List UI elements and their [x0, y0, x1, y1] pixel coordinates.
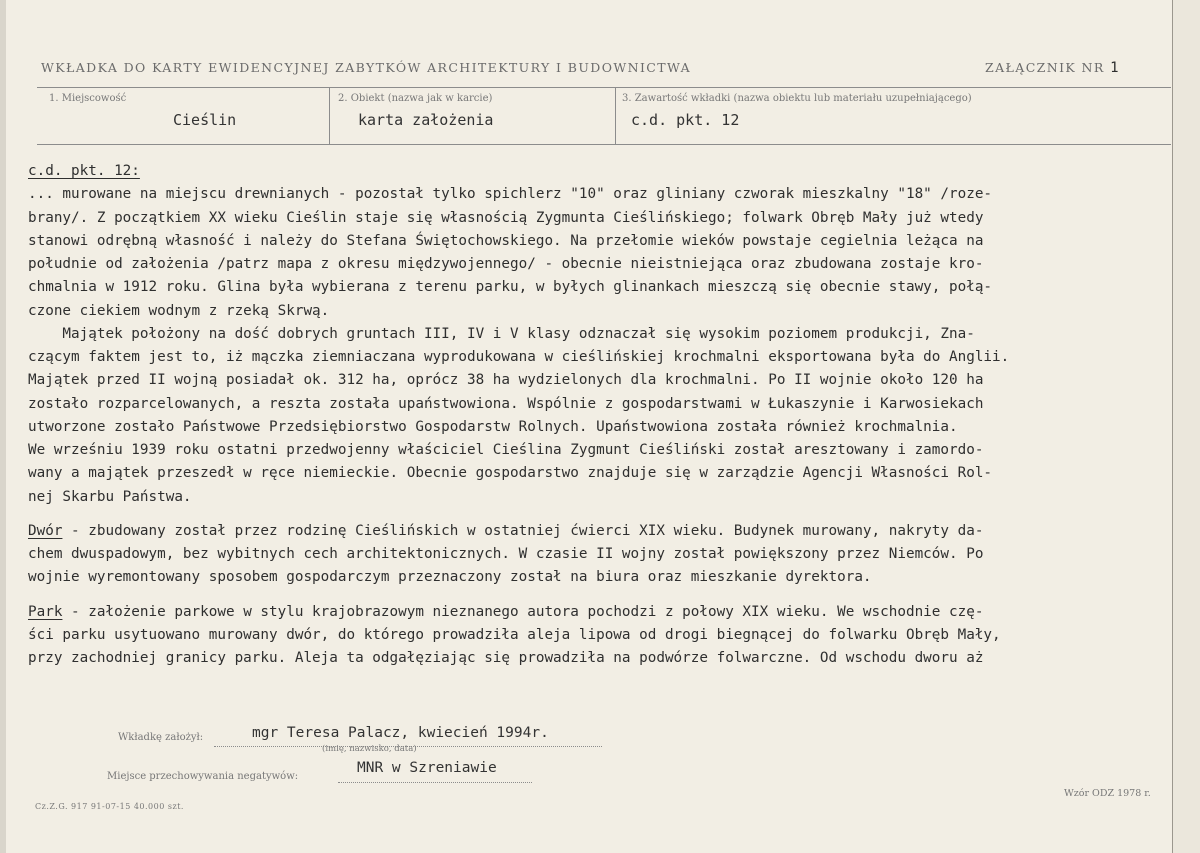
form-model: Wzór ODZ 1978 r.: [1064, 788, 1151, 799]
body-line: wany a majątek przeszedł w ręce niemieckie. Obecnie gospodarstwo znajduje się w zarządzie Agencji Własności Rol-: [28, 465, 993, 482]
body-line: stanowi odrębną własność i należy do Stefana Świętochowskiego. Na przełomie wieków powstaje cegielnia leżąca na: [28, 232, 984, 249]
body-line: brany/. Z początkiem XX wieku Cieślin staje się własnością Zygmunta Cieślińskiego; folwark Obręb Mały już wtedy: [28, 209, 984, 226]
body-line: chmalnia w 1912 roku. Glina była wybierana z terenu parku, w byłych glinankach mieszczą się obecnie stawy, połą-: [28, 279, 993, 296]
field-divider-1: [329, 87, 330, 144]
body-line: czone ciekiem wodnym z rzeką Skrwą.: [28, 302, 330, 319]
locality-value: Cieślin: [173, 111, 237, 129]
body-line: Majątek położony na dość dobrych gruntach III, IV i V klasy odznaczał się wysokim poziomem produkcji, Zna-: [28, 325, 975, 342]
document-body: [28, 160, 1168, 670]
park-heading: Park: [28, 603, 63, 620]
body-line: południe od założenia /patrz mapa z okresu międzywojennego/ - obecnie nieistniejąca oraz zbudowana zostaje kro-: [28, 256, 984, 272]
author-value: mgr Teresa Palacz, kwiecień 1994r.: [252, 725, 549, 741]
author-label: Wkładkę założył:: [118, 732, 204, 743]
field-divider-2: [615, 87, 616, 144]
dwor-line: [28, 520, 1168, 543]
negatives-dotted-line: [338, 782, 532, 783]
body-line: nej Skarbu Państwa.: [28, 488, 192, 505]
form-title: WKŁADKA DO KARTY EWIDENCYJNEJ ZABYTKÓW ARCHITEKTURY I BUDOWNICTWA: [41, 60, 692, 75]
paragraph-gap: [28, 509, 1168, 520]
park-line: przy zachodniej granicy parku. Aleja ta odgałęziając się prowadziła na podwórze folwarczne. Od wschodu dworu aż: [28, 650, 984, 666]
dwor-heading: Dwór: [28, 522, 63, 539]
attachment-number-value: 1: [1110, 60, 1119, 76]
header-rule-bottom: [37, 144, 1171, 145]
dwor-text: - zbudowany został przez rodzinę Cieślińskich w ostatniej ćwierci XIX wieku. Budynek murowany, nakryty da-: [62, 522, 984, 539]
section-heading: c.d. pkt. 12:: [28, 163, 140, 179]
paragraph-gap: [28, 590, 1168, 601]
attachment-label: ZAŁĄCZNIK NR: [985, 60, 1105, 75]
header-rule-top: [37, 87, 1171, 88]
locality-label: 1. Miejscowość: [49, 93, 127, 104]
author-hint: (imię, nazwisko, data): [322, 744, 417, 754]
object-label: 2. Obiekt (nazwa jak w karcie): [338, 93, 493, 104]
content-value: c.d. pkt. 12: [631, 111, 740, 129]
park-line: [28, 601, 1168, 624]
body-line: utworzone zostało Państwowe Przedsiębiorstwo Gospodarstw Rolnych. Upaństwowiona została również krochmalnia.: [28, 418, 958, 435]
dwor-line: wojnie wyremontowany sposobem gospodarczym przeznaczony został na biura oraz mieszkanie dyrektora.: [28, 569, 872, 586]
body-line: czącym faktem jest to, iż mączka ziemniaczana wyprodukowana w cieślińskiej krochmalni eksportowana była do Anglii.: [28, 349, 1010, 365]
body-line: We wrześniu 1939 roku ostatni przedwojenny właściciel Cieślina Zygmunt Cieśliński został aresztowany i zamordo-: [28, 442, 984, 458]
park-text: - założenie parkowe w stylu krajobrazowym nieznanego autora pochodzi z połowy XIX wieku. We wschodnie czę-: [62, 603, 984, 620]
attachment-number: [985, 60, 1119, 76]
negatives-value: MNR w Szreniawie: [357, 760, 497, 776]
object-value: karta założenia: [358, 111, 494, 129]
negatives-label: Miejsce przechowywania negatywów:: [107, 771, 299, 782]
park-line: ści parku usytuowano murowany dwór, do którego prowadziła aleja lipowa od drogi biegnącej do folwarku Obręb Mały,: [28, 626, 1001, 643]
dwor-line: chem dwuspadowym, bez wybitnych cech architektonicznych. W czasie II wojny został powiększony przez Niemców. Po: [28, 546, 984, 562]
content-label: 3. Zawartość wkładki (nazwa obiektu lub materiału uzupełniającego): [622, 93, 972, 104]
next-page-edge: [1172, 0, 1200, 853]
body-line: Majątek przed II wojną posiadał ok. 312 ha, oprócz 38 ha wydzielonych dla krochmalni. Po II wojnie około 120 ha: [28, 372, 984, 389]
print-info: Cz.Z.G. 917 91-07-15 40.000 szt.: [35, 802, 184, 811]
body-line: zostało rozparcelowanych, a reszta została upaństwowiona. Wspólnie z gospodarstwami w Łukaszynie i Karwosiekach: [28, 395, 984, 412]
body-line: ... murowane na miejscu drewnianych - pozostał tylko spichlerz "10" oraz gliniany czworak mieszkalny "18" /roze-: [28, 186, 993, 203]
